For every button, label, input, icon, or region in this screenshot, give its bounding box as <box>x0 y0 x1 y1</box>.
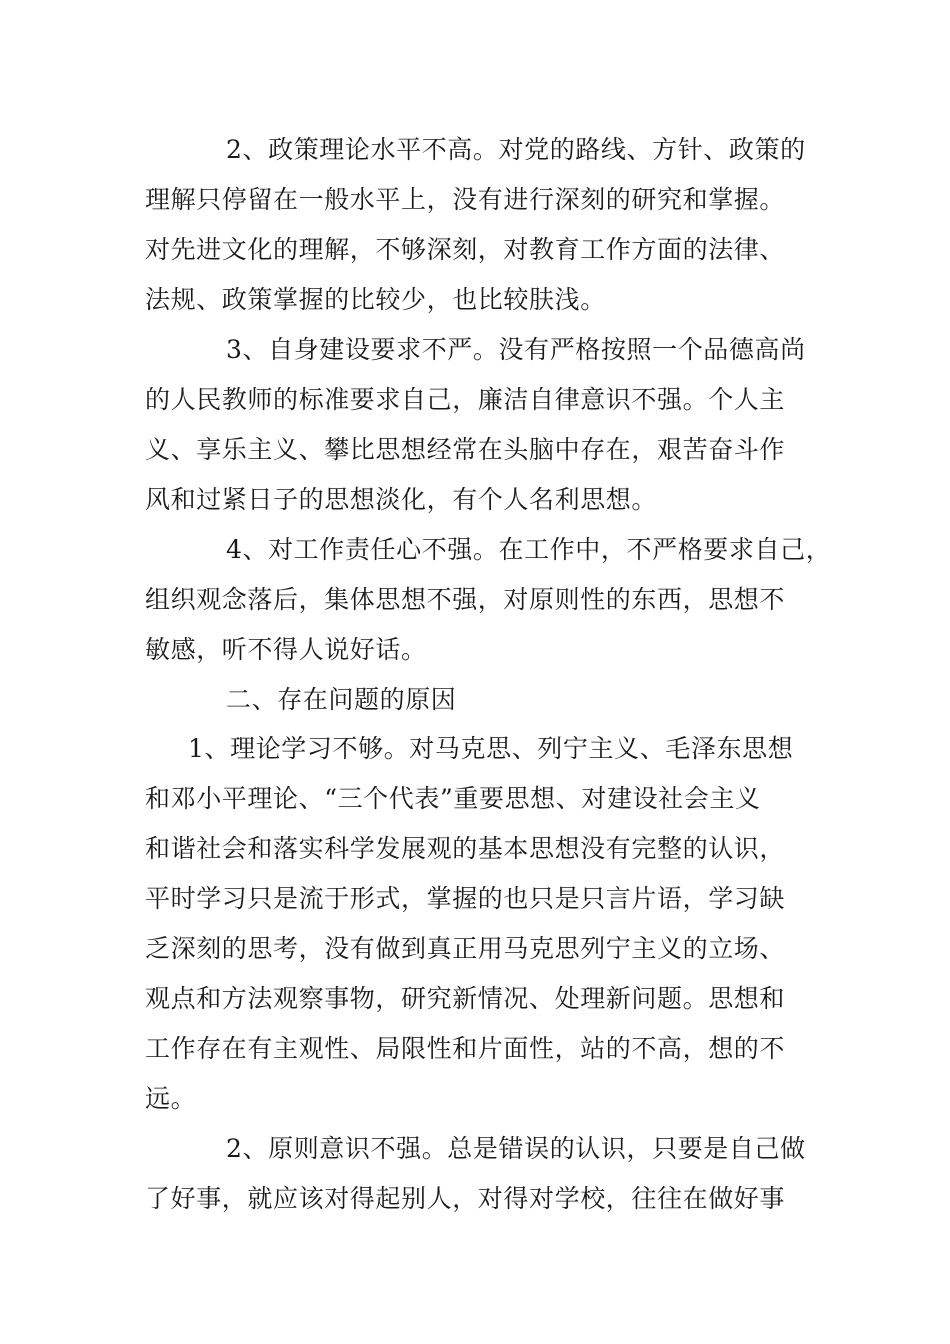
text-line: 1、理论学习不够。对马克思、列宁主义、毛泽东思想 <box>188 734 794 763</box>
text-line: 组织观念落后，集体思想不强，对原则性的东西，思想不 <box>145 585 786 614</box>
text-line: 乏深刻的思考，没有做到真正用马克思列宁主义的立场、 <box>145 934 786 963</box>
text-line: 理解只停留在一般水平上，没有进行深刻的研究和掌握。 <box>145 185 786 214</box>
text-line: 法规、政策掌握的比较少，也比较肤浅。 <box>145 285 606 314</box>
text-line: 了好事，就应该对得起别人，对得对学校，往往在做好事 <box>145 1184 786 1213</box>
section-heading: 二、存在问题的原因 <box>226 685 457 714</box>
text-line: 工作存在有主观性、局限性和片面性，站的不高，想的不 <box>145 1034 786 1063</box>
text-line: 和谐社会和落实科学发展观的基本思想没有完整的认识， <box>145 834 786 863</box>
text-line: 观点和方法观察事物，研究新情况、处理新问题。思想和 <box>145 984 786 1013</box>
text-line: 风和过紧日子的思想淡化，有个人名利思想。 <box>145 485 658 514</box>
text-line: 4、对工作责任心不强。在工作中，不严格要求自己， <box>226 535 832 564</box>
text-line: 3、自身建设要求不严。没有严格按照一个品德高尚 <box>226 335 806 364</box>
text-line: 敏感，听不得人说好话。 <box>145 635 427 664</box>
text-line: 对先进文化的理解，不够深刻，对教育工作方面的法律、 <box>145 235 786 264</box>
text-line: 平时学习只是流于形式，掌握的也只是只言片语，学习缺 <box>145 884 786 913</box>
text-line: 远。 <box>145 1084 197 1113</box>
text-line: 义、享乐主义、攀比思想经常在头脑中存在，艰苦奋斗作 <box>145 435 786 464</box>
text-line: 和邓小平理论、“三个代表”重要思想、对建设社会主义 <box>145 784 761 813</box>
text-line: 2、政策理论水平不高。对党的路线、方针、政策的 <box>226 135 806 164</box>
text-line: 的人民教师的标准要求自己，廉洁自律意识不强。个人主 <box>145 385 786 414</box>
text-line: 2、原则意识不强。总是错误的认识，只要是自己做 <box>226 1134 806 1163</box>
